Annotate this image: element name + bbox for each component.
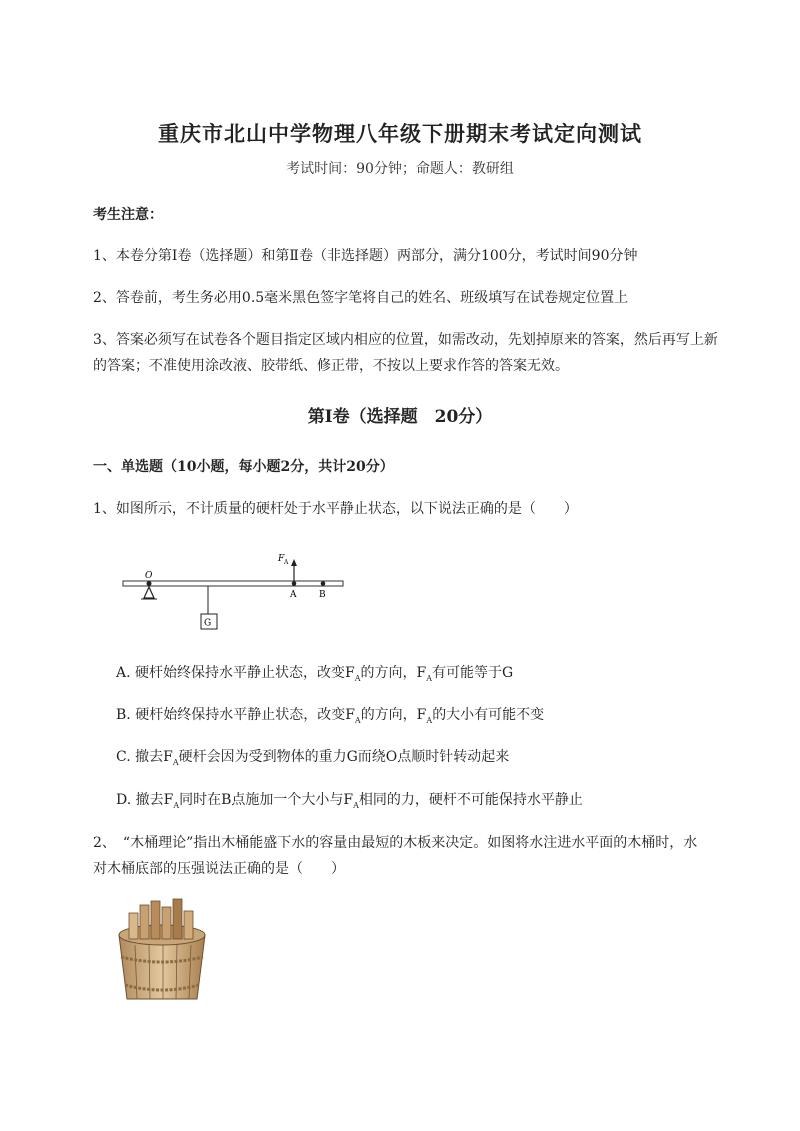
- notice-1: 1、本卷分第I卷（选择题）和第Ⅱ卷（非选择题）两部分，满分100分，考试时间90分钟: [93, 248, 638, 264]
- label-fa: F: [278, 554, 285, 564]
- part-heading: 一、单选题（10小题，每小题2分，共计20分）: [93, 459, 394, 475]
- section-title: 第I卷（选择题 20分）: [307, 407, 493, 427]
- q1-option-d[interactable]: D. 撤去$F_A$同时在B点施加一个大小与$F_A$相同的力，硬杆不可能保持水平静止: [116, 792, 583, 810]
- point-a: [292, 581, 297, 586]
- notice-2: 2、答卷前，考生务必用0.5毫米黑色签字笔将自己的姓名、班级填写在试卷规定位置上: [93, 290, 629, 306]
- notice-3: 3、答案必须写在试卷各个题目指定区域内相应的位置，如需改动，先划掉原来的答案，然后再写上新: [93, 332, 718, 348]
- page-subtitle: 考试时间：90分钟；命题人：教研组: [286, 161, 514, 177]
- page-title: 重庆市北山中学物理八年级下册期末考试定向测试: [158, 121, 642, 146]
- label-fa-sub: A: [284, 559, 289, 566]
- lever-figure: [115, 545, 355, 635]
- wooden-bucket-figure: [105, 895, 220, 1005]
- point-b: [321, 581, 326, 586]
- question-1-stem: 1、如图所示，不计质量的硬杆处于水平静止状态，以下说法正确的是（ ）: [93, 501, 578, 517]
- q1-option-b[interactable]: B. 硬杆始终保持水平静止状态，改变$F_A$的方向，$F_A$的大小有可能不变: [116, 707, 545, 725]
- fulcrum-triangle: [144, 587, 154, 598]
- q1-option-c[interactable]: C. 撤去$F_A$硬杆会因为受到物体的重力G而绕O点顺时针转动起来: [116, 749, 510, 767]
- question-2-stem-cont: 对木桶底部的压强说法正确的是（ ）: [93, 861, 345, 877]
- q1-option-a[interactable]: A. 硬杆始终保持水平静止状态，改变$F_A$的方向，$F_A$有可能等于G: [116, 665, 514, 683]
- notice-heading: 考生注意：: [93, 207, 163, 223]
- label-b: B: [319, 590, 326, 600]
- question-2-stem: 2、 “木桶理论”指出木桶能盛下水的容量由最短的木板来决定。如图将水注进水平面的木桶时，水: [93, 835, 698, 851]
- label-o: O: [145, 571, 153, 581]
- notice-3-cont: 的答案；不准使用涂改液、胶带纸、修正带，不按以上要求作答的答案无效。: [93, 358, 569, 374]
- pivot-point: [147, 581, 152, 586]
- force-arrow-head: [291, 559, 297, 566]
- label-a: A: [290, 590, 297, 600]
- label-g: G: [204, 618, 212, 629]
